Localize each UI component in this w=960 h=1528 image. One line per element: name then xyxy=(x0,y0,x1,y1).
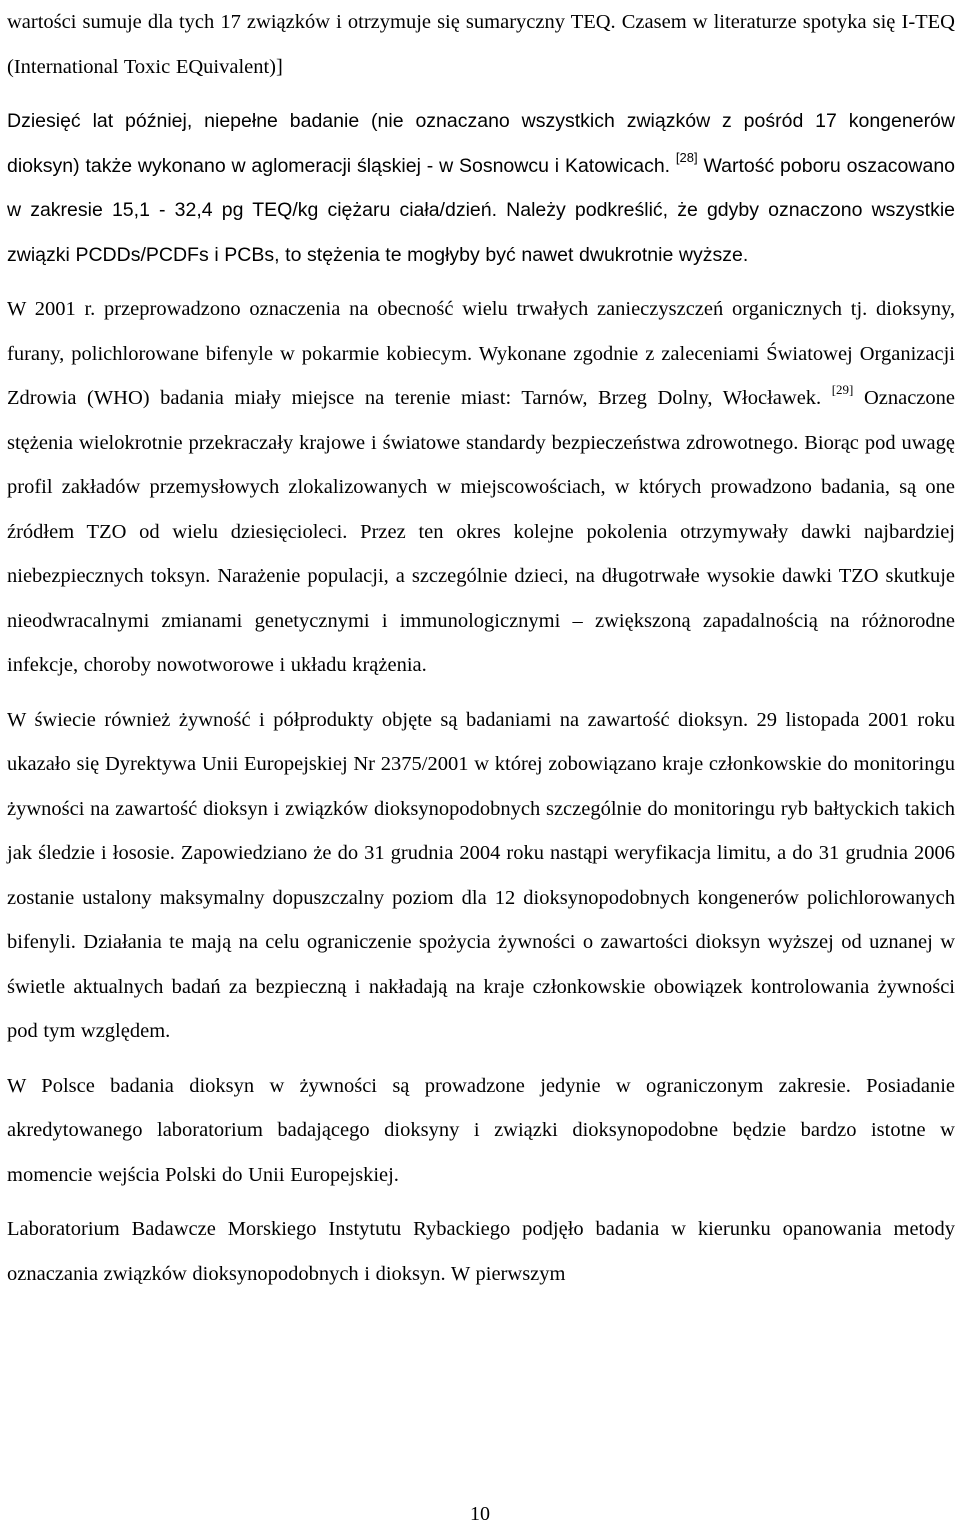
citation-28: [28] xyxy=(675,149,698,165)
paragraph-4 xyxy=(7,698,955,1054)
paragraph-text: Oznaczone stężenia wielokrotnie przekraczały krajowe i światowe standardy bezpieczeństwa zdrowotnego. Biorąc pod uwagę profil zakładów przemysłowych zlokalizowanych w miejscowościach, w których prowadzono badania, są one źródłem TZO od wielu dziesięcioleci. Przez ten okres kolejne pokolenia otrzymywały dawki najbardziej niebezpiecznych toksyn. Narażenie populacji, a szczególnie dzieci, na długotrwałe wysokie dawki TZO skutkuje nieodwracalnymi zmianami genetycznymi i immunologicznymi – zwiększoną zapadalnością na różnorodne infekcje, choroby nowotworowe i układu krążenia. xyxy=(7,387,955,676)
paragraph-gap xyxy=(7,1054,955,1064)
paragraph-text: W Polsce badania dioksyn w żywności są prowadzone jedynie w ograniczonym zakresie. Posiadanie akredytowanego laboratorium badającego dioksyny i związki dioksynopodobne będzie bardzo istotne w momencie wejścia Polski do Unii Europejskiej. xyxy=(7,1074,955,1186)
paragraph-text: Dziesięć lat później, niepełne badanie (nie oznaczano wszystkich związków z pośród 17 kongenerów dioksyn) także wykonano w aglomeracji śląskiej - w Sosnowcu i Katowicach. xyxy=(7,110,955,177)
paragraph-text: W świecie również żywność i półprodukty objęte są badaniami na zawartość dioksyn. 29 listopada 2001 roku ukazało się Dyrektywa Unii Europejskiej Nr 2375/2001 w której zobowiązano kraje członkowskie do monitoringu żywności na zawartość dioksyn i związków dioksynopodobnych szczególnie do monitoringu ryb bałtyckich takich jak śledzie i łososie. Zapowiedziano że do 31 grudnia 2004 roku nastąpi weryfikacja limitu, a do 31 grudnia 2006 zostanie ustalony maksymalny dopuszczalny poziom dla 12 dioksynopodobnych kongenerów polichlorowanych bifenyli. Działania te mają na celu ograniczenie spożycia żywności o zawartości dioksyn wyższej od uznanej w świetle aktualnych badań za bezpieczną i nakładają na kraje członkowskie obowiązek kontrolowania żywności pod tym względem. xyxy=(7,708,955,1042)
paragraph-5 xyxy=(7,1064,955,1198)
paragraph-gap xyxy=(7,89,955,99)
citation-29: [29] xyxy=(831,382,854,397)
paragraph-text: Wartość poboru oszacowano w zakresie 15,1 - 32,4 pg TEQ/kg ciężaru ciała/dzień. Należy podkreślić, że gdyby oznaczono wszystkie związki PCDDs/PCDFs i PCBs, to stężenia te mogłyby być nawet dwukrotnie wyższe. xyxy=(7,154,956,266)
paragraph-gap xyxy=(7,277,955,287)
paragraph-3 xyxy=(7,287,955,688)
paragraph-gap xyxy=(7,1197,955,1207)
paragraph-gap xyxy=(7,688,955,698)
document-body xyxy=(7,0,955,1296)
paragraph-text: wartości sumuje dla tych 17 związków i otrzymuje się sumaryczny TEQ. Czasem w literaturze spotyka się I-TEQ (International Toxic EQuivalent)] xyxy=(7,11,955,78)
page-number: 10 xyxy=(470,1503,490,1525)
paragraph-6 xyxy=(7,1207,955,1296)
paragraph-2 xyxy=(7,99,955,277)
paragraph-text: Laboratorium Badawcze Morskiego Instytutu Rybackiego podjęło badania w kierunku opanowania metody oznaczania związków dioksynopodobnych i dioksyn. W pierwszym xyxy=(7,1218,955,1285)
paragraph-text: W 2001 r. przeprowadzono oznaczenia na obecność wielu trwałych zanieczyszczeń organicznych tj. dioksyny, furany, polichlorowane bifenyle w pokarmie kobiecym. Wykonane zgodnie z zaleceniami Światowej Organizacji Zdrowia (WHO) badania miały miejsce na terenie miast: Tarnów, Brzeg Dolny, Włocławek. xyxy=(7,298,955,409)
paragraph-1 xyxy=(7,0,955,89)
